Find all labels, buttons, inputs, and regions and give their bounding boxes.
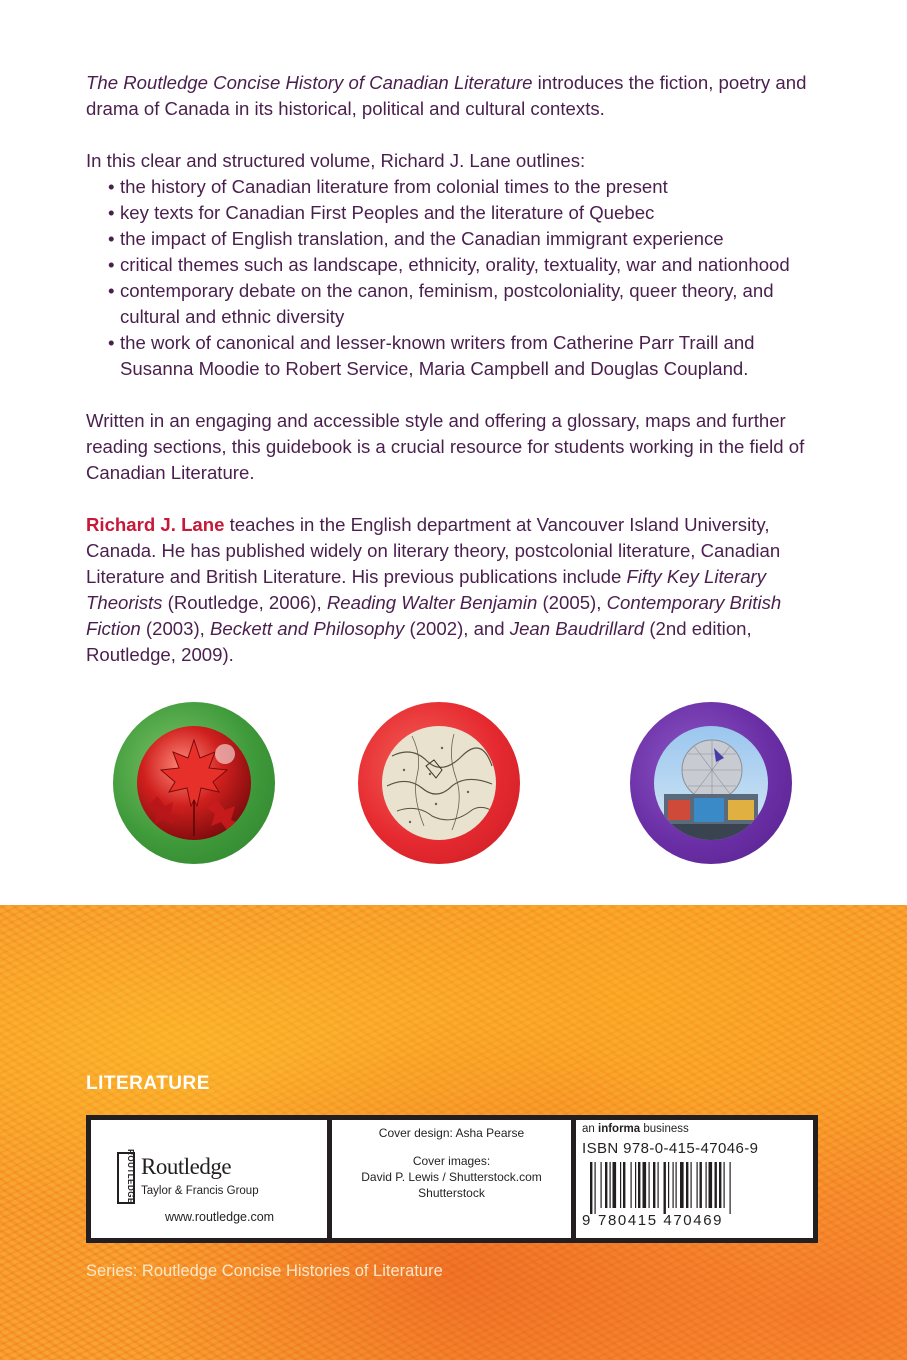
isbn-box <box>576 1120 813 1238</box>
barcode-bar <box>680 1162 684 1208</box>
list-item-text: the history of Canadian literature from colonial times to the present <box>120 176 668 197</box>
author-name: Richard J. Lane <box>86 514 225 535</box>
blurb-text <box>86 70 826 668</box>
barcode-bar <box>697 1162 698 1208</box>
maple-leaf-medallion <box>113 702 275 864</box>
bio-text: (Routledge, 2006), <box>162 592 327 613</box>
category-label: LITERATURE <box>86 1073 210 1094</box>
barcode-bar <box>673 1162 674 1208</box>
list-item <box>86 200 826 226</box>
barcode-bar <box>635 1162 636 1208</box>
cover-credits <box>332 1125 571 1201</box>
logo-text: ROUTLEDGE <box>125 1149 135 1204</box>
list-item-text: contemporary debate on the canon, feminism, postcoloniality, queer theory, and cultural and ethnic diversity <box>120 280 774 327</box>
publisher-name: Routledge <box>141 1154 232 1179</box>
barcode-bar <box>610 1162 611 1208</box>
informa-text: business <box>640 1123 689 1135</box>
bullet-mark: • <box>108 332 115 353</box>
publisher-website[interactable]: www.routledge.com <box>165 1210 275 1224</box>
book-title: Beckett and Philosophy <box>210 618 405 639</box>
barcode-first-digit: 9 <box>582 1212 591 1229</box>
barcode-bar <box>631 1162 632 1208</box>
isbn-number: ISBN 978-0-415-47046-9 <box>582 1140 759 1157</box>
bullet-mark: • <box>108 254 115 275</box>
cover-design-credit: Cover design: Asha Pearse <box>378 1126 525 1140</box>
publisher-box <box>91 1120 327 1238</box>
barcode-bar <box>706 1162 707 1208</box>
barcode <box>582 1162 795 1214</box>
barcode-bar <box>668 1162 669 1208</box>
routledge-logo-icon <box>117 1149 135 1204</box>
science-dome-image <box>654 726 768 840</box>
list-item <box>86 278 826 330</box>
barcode-bar <box>620 1162 621 1208</box>
old-map-image <box>382 726 496 840</box>
publisher-info-strip <box>86 1115 818 1243</box>
barcode-bar <box>715 1162 717 1208</box>
bullet-mark: • <box>108 202 115 223</box>
barcode-bar <box>730 1162 731 1214</box>
barcode-bar <box>649 1162 650 1208</box>
bullet-mark: • <box>108 228 115 249</box>
barcode-bar <box>709 1162 713 1208</box>
list-item <box>86 330 826 382</box>
closing-paragraph: Written in an engaging and accessible style and offering a glossary, maps and further reading sections, this guidebook is a crucial resource for students working in the field of Canadian Literature. <box>86 410 805 483</box>
map-medallion <box>358 702 520 864</box>
barcode-bar <box>653 1162 655 1208</box>
informa-text: an <box>582 1123 598 1135</box>
book-title: Fifty Key Literary Theorists <box>86 566 767 613</box>
barcode-bar <box>601 1162 602 1208</box>
geodesic-dome-medallion <box>630 702 792 864</box>
barcode-bar <box>590 1162 592 1214</box>
maple-leaf-image <box>137 726 251 840</box>
bio-text: (2003), <box>140 618 211 639</box>
barcode-bar <box>623 1162 625 1208</box>
intro-text: introduces the fiction, poetry and drama of Canada in its historical, political and cultural contexts. <box>86 72 807 119</box>
book-title: The Routledge Concise History of Canadian Literature <box>86 72 533 93</box>
barcode-bar <box>643 1162 647 1208</box>
list-item <box>86 174 826 200</box>
informa-brand: informa <box>598 1123 641 1135</box>
publisher-group: Taylor & Francis Group <box>141 1185 259 1197</box>
cover-images-credit: Shutterstock <box>418 1186 485 1200</box>
informa-tagline <box>582 1123 689 1135</box>
list-item-text: critical themes such as landscape, ethnicity, orality, textuality, war and nationhood <box>120 254 790 275</box>
bio-text: (2005), <box>537 592 607 613</box>
book-title: Contemporary British Fiction <box>86 592 782 639</box>
barcode-bar <box>676 1162 677 1208</box>
barcode-bar <box>686 1162 688 1208</box>
barcode-bar <box>719 1162 721 1208</box>
barcode-bar <box>613 1162 617 1208</box>
outline-lead: In this clear and structured volume, Richard J. Lane outlines: <box>86 150 586 171</box>
barcode-bar <box>700 1162 702 1208</box>
cover-credits-box <box>332 1120 571 1238</box>
intro-paragraph <box>86 70 826 122</box>
list-item-text: key texts for Canadian First Peoples and the literature of Quebec <box>120 202 655 223</box>
cover-images-credit: David P. Lewis / Shutterstock.com <box>361 1170 542 1184</box>
list-item <box>86 226 826 252</box>
book-title: Reading Walter Benjamin <box>326 592 538 613</box>
barcode-bar <box>605 1162 607 1208</box>
outline-list <box>86 174 826 382</box>
list-item <box>86 252 826 278</box>
series-title: Series: Routledge Concise Histories of Literature <box>86 1262 443 1280</box>
bio-text: (2002), and <box>404 618 510 639</box>
book-title: Jean Baudrillard <box>509 618 645 639</box>
list-item-text: the work of canonical and lesser-known writers from Catherine Parr Traill and Susanna Moodie to Robert Service, Maria Campbell and Douglas Coupland. <box>120 332 755 379</box>
barcode-bar <box>595 1162 596 1214</box>
barcode-bar <box>638 1162 640 1208</box>
barcode-bar <box>664 1162 666 1214</box>
barcode-bar <box>658 1162 659 1208</box>
author-bio <box>86 512 826 668</box>
bullet-mark: • <box>108 280 115 301</box>
barcode-bar <box>691 1162 692 1208</box>
bullet-mark: • <box>108 176 115 197</box>
cover-images-label: Cover images: <box>412 1154 491 1168</box>
barcode-digits: 780415 470469 <box>598 1212 724 1229</box>
barcode-bar <box>724 1162 725 1208</box>
bio-text: (2nd edition, Routledge, 2009). <box>86 618 752 665</box>
list-item-text: the impact of English translation, and the Canadian immigrant experience <box>120 228 724 249</box>
bio-text: teaches in the English department at Vancouver Island University, Canada. He has published widely on literary theory, postcolonial literature, Canadian Literature and British Literature. His previous publications include <box>86 514 781 587</box>
